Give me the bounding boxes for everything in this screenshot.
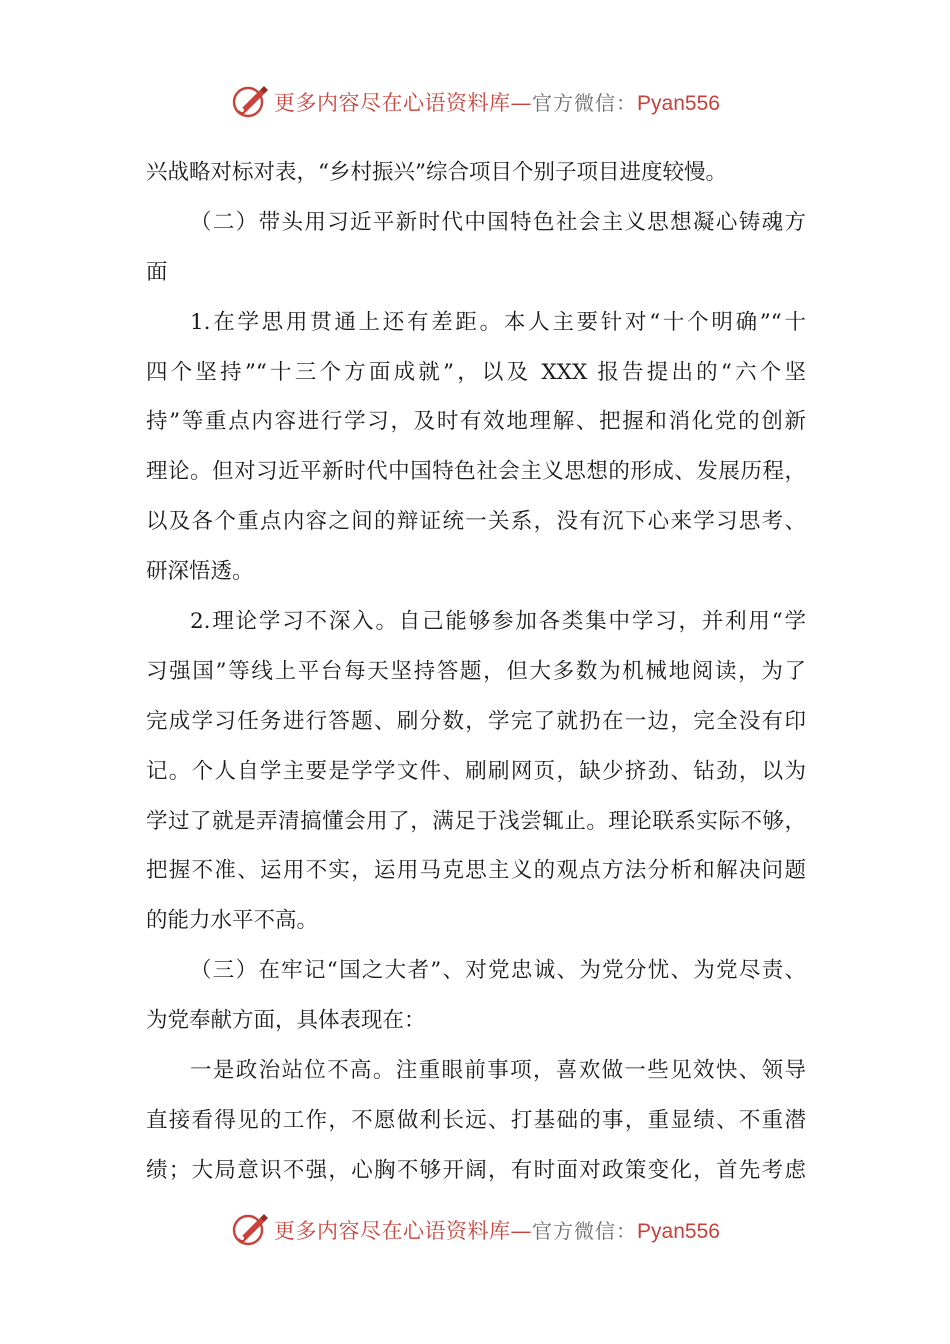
- text-line: 理论。但对习近平新时代中国特色社会主义思想的形成、发展历程，: [146, 459, 806, 485]
- banner-wechat-label: 官方微信：: [532, 1219, 638, 1243]
- pen-seal-logo-icon: [230, 82, 270, 122]
- text-line: 记。个人自学主要是学学文件、刷刷网页，缺少挤劲、钻劲，以为: [146, 758, 806, 784]
- section-heading-2: （二）带头用习近平新时代中国特色社会主义思想凝心铸魂方: [190, 209, 806, 235]
- text-line: 四个坚持”“十三个方面成就”，以及 XXX 报告提出的“六个坚: [146, 359, 806, 385]
- pen-seal-logo-icon: [230, 1210, 270, 1250]
- paragraph-3-start: 一是政治站位不高。注重眼前事项，喜欢做一些见效快、领导: [190, 1058, 806, 1084]
- paragraph-2-start: 2.理论学习不深入。自己能够参加各类集中学习，并利用“学: [190, 609, 806, 635]
- text-line: 持”等重点内容进行学习，及时有效地理解、把握和消化党的创新: [146, 409, 806, 435]
- text-line: 习强国”等线上平台每天坚持答题，但大多数为机械地阅读，为了: [146, 658, 806, 684]
- header-watermark-banner: [0, 80, 950, 124]
- banner-dash: —: [510, 91, 533, 115]
- banner-main-text: 更多内容尽在心语资料库: [274, 1219, 511, 1243]
- banner-dash: —: [510, 1219, 533, 1243]
- footer-watermark-banner: [0, 1208, 950, 1252]
- text-line: 研深悟透。: [146, 559, 254, 585]
- banner-main-text: 更多内容尽在心语资料库: [274, 91, 511, 115]
- text-line: 面: [146, 259, 168, 285]
- text-line: 以及各个重点内容之间的辩证统一关系，没有沉下心来学习思考、: [146, 509, 806, 535]
- text-line: 把握不准、运用不实，运用马克思主义的观点方法分析和解决问题: [146, 858, 806, 884]
- text-line: 为党奉献方面，具体表现在：: [146, 1008, 426, 1034]
- banner-wechat-id: Pyan556: [637, 92, 720, 115]
- banner-wechat-id: Pyan556: [637, 1220, 720, 1243]
- text-line: 绩；大局意识不强，心胸不够开阔，有时面对政策变化，首先考虑: [146, 1157, 806, 1183]
- paragraph-1-start: 1.在学思用贯通上还有差距。本人主要针对“十个明确”“十: [190, 309, 806, 335]
- text-line: 完成学习任务进行答题、刷分数，学完了就扔在一边，完全没有印: [146, 708, 806, 734]
- text-line: 学过了就是弄清搞懂会用了，满足于浅尝辄止。理论联系实际不够，: [146, 808, 806, 834]
- banner-text: [274, 1215, 720, 1245]
- banner-text: [274, 87, 720, 117]
- text-line: 的能力水平不高。: [146, 908, 319, 934]
- text-line: 兴战略对标对表，“乡村振兴”综合项目个别子项目进度较慢。: [146, 160, 727, 185]
- banner-wechat-label: 官方微信：: [532, 91, 638, 115]
- section-heading-3: （三）在牢记“国之大者”、对党忠诚、为党分忧、为党尽责、: [190, 958, 806, 984]
- text-line: 直接看得见的工作，不愿做利长远、打基础的事，重显绩、不重潜: [146, 1107, 806, 1133]
- document-body: [146, 148, 806, 1196]
